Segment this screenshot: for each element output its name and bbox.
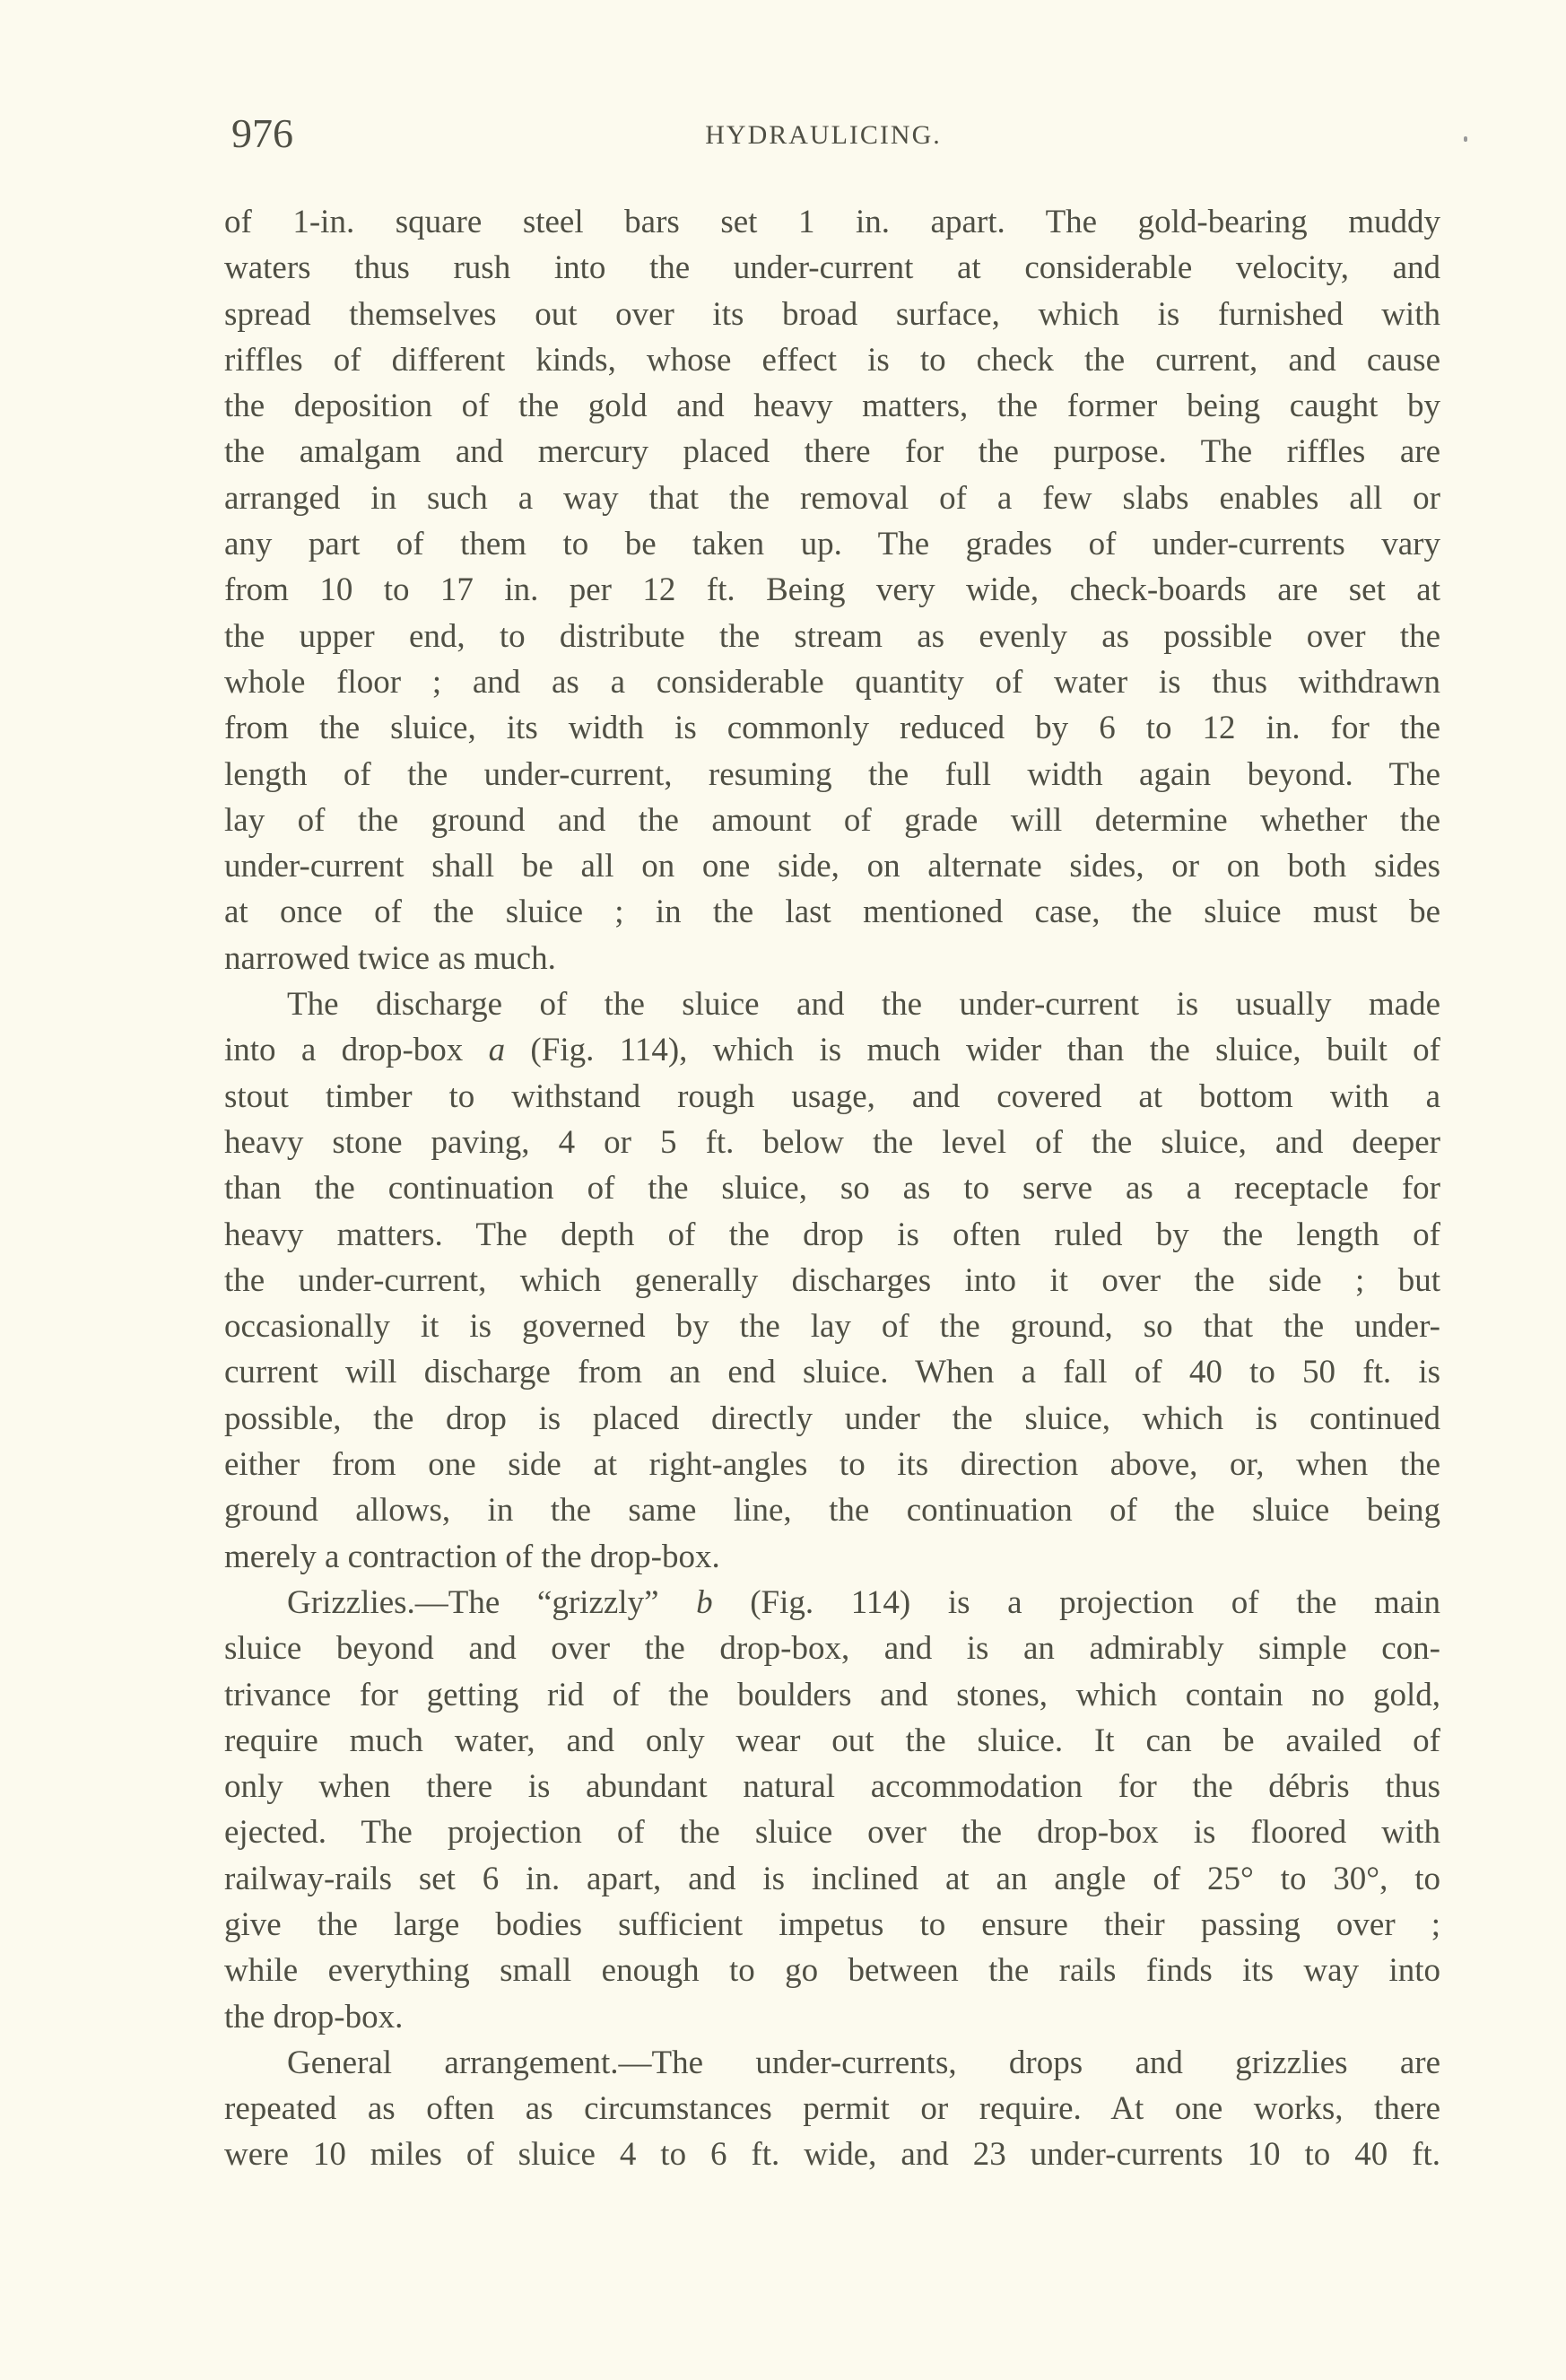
text-line: the deposition of the gold and heavy matters, the former being caught by	[224, 388, 1440, 425]
text-line: the amalgam and mercury placed there for the purpose. The riffles are	[224, 433, 1440, 471]
text-line: sluice beyond and over the drop-box, and is an admirably simple con-	[224, 1630, 1440, 1668]
paragraph	[224, 1580, 1440, 2040]
running-title	[0, 120, 1566, 151]
text-line: merely a contraction of the drop-box.	[224, 1538, 720, 1575]
text-line: were 10 miles of sluice 4 to 6 ft. wide, and 23 under-currents 10 to 40 ft.	[224, 2136, 1440, 2174]
text-line: Grizzlies.—The “grizzly” b (Fig. 114) is a projection of the main	[287, 1583, 1441, 1621]
text-line: narrowed twice as much.	[224, 939, 556, 977]
text-line: occasionally it is governed by the lay of the ground, so that the under-	[224, 1308, 1440, 1346]
text-line: waters thus rush into the under-current at considerable velocity, and	[224, 249, 1440, 287]
text-line: the under-current, which generally discharges into it over the side ; but	[224, 1261, 1440, 1299]
text-line: ejected. The projection of the sluice over the drop-box is floored with	[224, 1814, 1440, 1852]
paragraph	[224, 2040, 1440, 2178]
text-line: riffles of different kinds, whose effect is to check the current, and cause	[224, 341, 1440, 379]
text-line: The discharge of the sluice and the under-current is usually made	[287, 986, 1440, 1024]
text-line: lay of the ground and the amount of grade will determine whether the	[224, 801, 1440, 839]
text-line: railway-rails set 6 in. apart, and is inclined at an angle of 25° to 30°, to	[224, 1860, 1440, 1897]
text-line: of 1-in. square steel bars set 1 in. apart. The gold-bearing muddy	[224, 204, 1440, 240]
text-line: the upper end, to distribute the stream as evenly as possible over the	[224, 617, 1440, 655]
text-line: at once of the sluice ; in the last mentioned case, the sluice must be	[224, 894, 1440, 931]
paragraph	[224, 981, 1440, 1580]
page-number: 976	[231, 110, 293, 156]
body-text	[224, 199, 1440, 2178]
text-line: the drop-box.	[224, 1998, 404, 2036]
text-line: trivance for getting rid of the boulders and stones, which contain no gold,	[224, 1676, 1440, 1713]
text-line: length of the under-current, resuming the full width again beyond. The	[224, 755, 1440, 793]
text-line: stout timber to withstand rough usage, and covered at bottom with a	[224, 1077, 1440, 1115]
text-line: spread themselves out over its broad surface, which is furnished with	[224, 295, 1440, 333]
text-line: require much water, and only wear out the sluice. It can be availed of	[224, 1722, 1440, 1759]
text-line: General arrangement.—The under-currents, drops and grizzlies are	[287, 2044, 1440, 2081]
italic-reference: b	[696, 1583, 713, 1621]
text-line: possible, the drop is placed directly under the sluice, which is continued	[224, 1399, 1440, 1437]
text-line: than the continuation of the sluice, so as to serve as a receptacle for	[224, 1170, 1440, 1207]
text-line: from the sluice, its width is commonly reduced by 6 to 12 in. for the	[224, 710, 1440, 747]
paragraph	[224, 199, 1440, 981]
text-line: any part of them to be taken up. The grades of under-currents vary	[224, 526, 1440, 563]
text-line: either from one side at right-angles to its direction above, or, when the	[224, 1446, 1440, 1484]
text-line: current will discharge from an end sluice. When a fall of 40 to 50 ft. is	[224, 1354, 1440, 1391]
text-line: from 10 to 17 in. per 12 ft. Being very wide, check-boards are set at	[224, 571, 1440, 609]
text-line: heavy matters. The depth of the drop is often ruled by the length of	[224, 1216, 1440, 1253]
text-line: while everything small enough to go between the rails finds its way into	[224, 1952, 1440, 1990]
running-title-text: HYDRAULICING.	[705, 120, 942, 150]
text-line: under-current shall be all on one side, on alternate sides, or on both sides	[224, 848, 1440, 885]
print-speck	[1464, 136, 1467, 142]
text-line: arranged in such a way that the removal of a few slabs enables all or	[224, 479, 1440, 517]
text-line: repeated as often as circumstances permit or require. At one works, there	[224, 2090, 1440, 2128]
text-line: heavy stone paving, 4 or 5 ft. below the level of the sluice, and deeper	[224, 1123, 1440, 1161]
text-line: ground allows, in the same line, the continuation of the sluice being	[224, 1492, 1440, 1530]
text-line: give the large bodies sufficient impetus to ensure their passing over ;	[224, 1905, 1440, 1943]
text-line: into a drop-box a (Fig. 114), which is much wider than the sluice, built of	[224, 1032, 1440, 1069]
text-line: only when there is abundant natural accommodation for the débris thus	[224, 1768, 1440, 1806]
text-line: whole floor ; and as a considerable quantity of water is thus withdrawn	[224, 663, 1440, 701]
italic-reference: a	[488, 1032, 506, 1069]
